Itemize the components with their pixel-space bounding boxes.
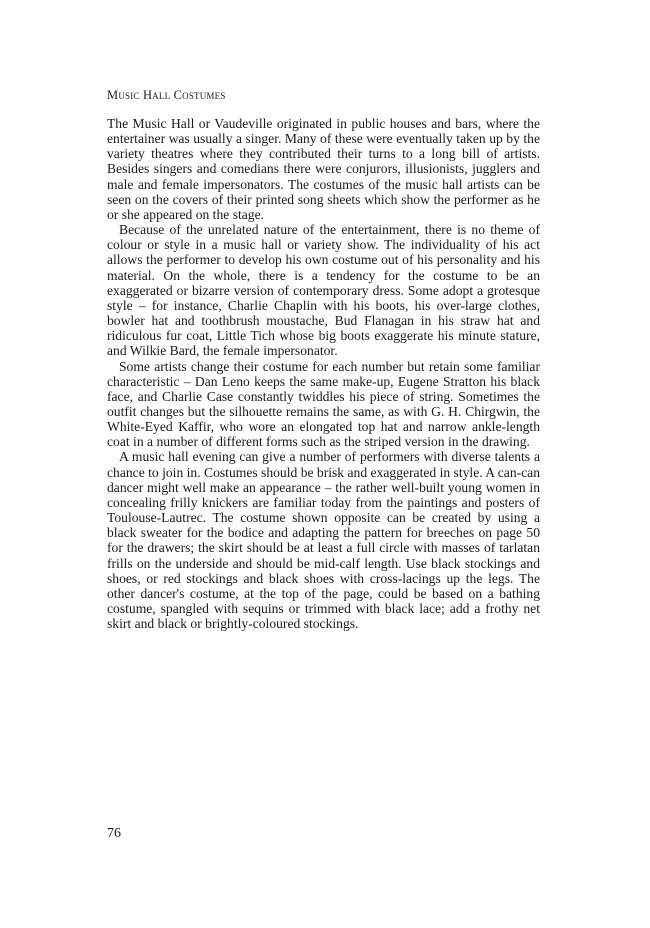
- paragraph-1: The Music Hall or Vaudeville originated in public houses and bars, where the entertainer was usually a singer. Many of these were eventually taken up by the variety theatres where they contributed their turns to a long bill of artists. Besides singers and comedians there were conjurors, illusionists, jugglers and male and female impersonators. The costumes of the music hall artists can be seen on the covers of their printed song sheets which show the performer as he or she appeared on the stage.: [107, 116, 540, 222]
- paragraph-3: Some artists change their costume for each number but retain some familiar characteristic – Dan Leno keeps the same make-up, Eugene Stratton his black face, and Charlie Case constantly twiddles his piece of string. Sometimes the outfit changes but the silhouette remains the same, as with G. H. Chirgwin, the White-Eyed Kaffir, who wore an elongated top hat and narrow ankle-length coat in a number of different forms such as the striped version in the drawing.: [107, 358, 540, 450]
- paragraph-4: A music hall evening can give a number of performers with diverse talents a chance to join in. Costumes should be brisk and exaggerated in style. A can-can dancer might well make an appearance – the rather well-built young women in concealing frilly knickers are familiar today from the paintings and posters of Toulouse-Lautrec. The costume shown opposite can be created by using a black sweater for the bodice and adapting the pattern for breeches on page 50 for the drawers; the skirt should be at least a full circle with masses of tarlatan frills on the underside and should be mid-calf length. Use black stockings and shoes, or red stockings and black shoes with cross-lacings up the legs. The other dancer's costume, at the top of the page, could be based on a bathing costume, spangled with sequins or trimmed with black lace; add a frothy net skirt and black or brightly-coloured stockings.: [107, 449, 541, 632]
- running-head: Music Hall Costumes: [107, 88, 226, 102]
- body-text: [107, 116, 540, 631]
- page-number: 76: [107, 826, 121, 841]
- paragraph-2: Because of the unrelated nature of the entertainment, there is no theme of colour or style in a music hall or variety show. The individuality of his act allows the performer to develop his own costume out of his personality and his material. On the whole, there is a tendency for the costume to be an exaggerated or bizarre version of contemporary dress. Some adopt a grotesque style – for instance, Charlie Chaplin with his boots, his over-large clothes, bowler hat and toothbrush moustache, Bud Flanagan in his straw hat and ridiculous fur coat, Little Tich whose big boots exaggerate his minute stature, and Wilkie Bard, the female impersonator.: [107, 222, 540, 359]
